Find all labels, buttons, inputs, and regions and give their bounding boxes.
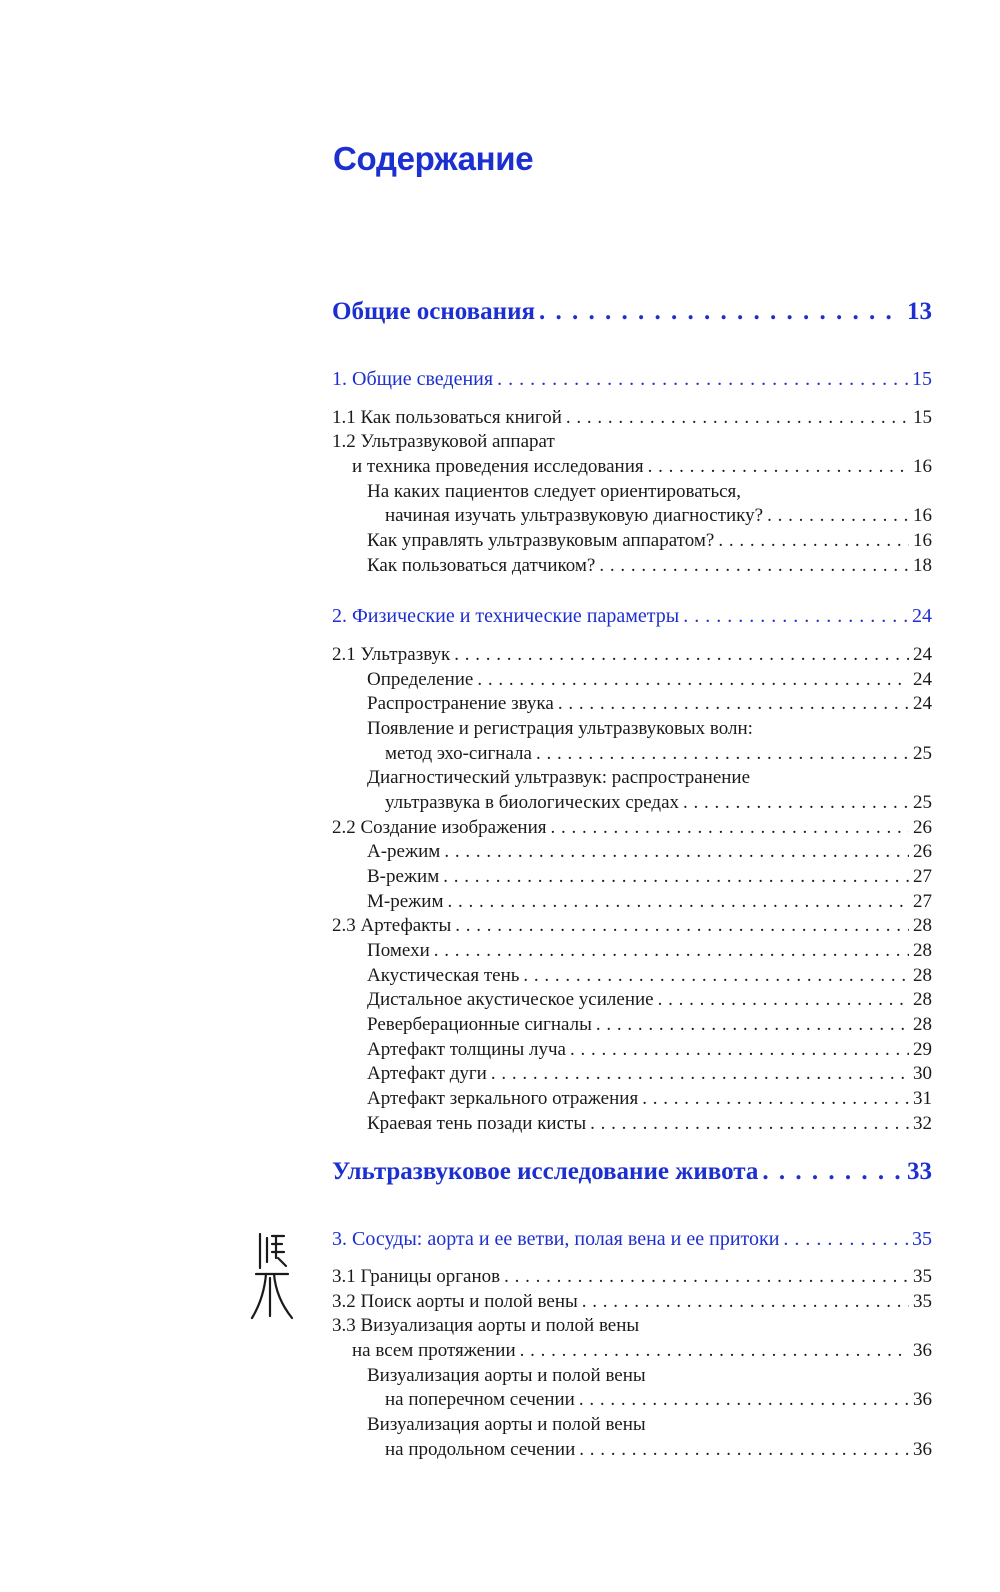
toc-subsection-title: Краевая тень позади кисты [367,1113,587,1134]
toc-page-number: 36 [913,1439,932,1460]
toc-page-number: 28 [913,989,932,1010]
toc-subsection[interactable] [332,530,932,552]
toc-section-title-line2: и техника проведения исследования [352,456,644,477]
toc-page-number: 18 [913,555,932,576]
dot-leader [536,743,909,765]
toc-subsection-title-line2: на продольном сечении [385,1439,576,1460]
toc-part[interactable] [332,298,932,326]
dot-leader [558,693,909,715]
toc-subsection-title: Определение [367,669,474,690]
toc-subsection-title: Артефакт зеркального отражения [367,1088,639,1109]
toc-subsection-title-line2: на поперечном сечении [385,1389,575,1410]
toc-section-title: 3.2 Поиск аорты и полой вены [332,1291,578,1312]
toc-page-number: 24 [913,644,932,665]
toc-chapter-title: 2. Физические и технические параметры [332,605,680,627]
toc-page-number: 13 [907,298,932,325]
toc-page-number: 15 [912,368,932,390]
toc-page-number: 26 [913,841,932,862]
toc-subsection-title-line2: метод эхо-сигнала [385,743,532,764]
page-title: Содержание [333,140,534,177]
dot-leader [477,669,909,691]
toc-subsection[interactable] [332,1014,932,1036]
dot-leader [718,530,909,552]
toc-subsection-title: В-режим [367,866,440,887]
toc-subsection[interactable] [332,965,932,987]
toc-part-title: Ультразвуковое исследование живота [332,1158,759,1185]
toc-page-number: 33 [907,1158,932,1185]
toc-page-number: 35 [913,1266,932,1287]
dot-leader [551,817,909,839]
toc-page-number: 15 [913,407,932,428]
toc-section[interactable] [332,1291,932,1313]
dot-leader [491,1063,909,1085]
toc-page-number: 35 [912,1228,932,1250]
dot-leader [648,456,909,478]
dot-leader [566,407,909,429]
toc-subsection-title: Акустическая тень [367,965,520,986]
toc-subsection-title: Дистальное акустическое усиление [367,989,654,1010]
toc-subsection[interactable] [332,792,932,814]
dot-leader [579,1389,909,1411]
toc-subsection[interactable] [332,1113,932,1135]
toc-chapter[interactable] [332,368,932,391]
toc-page-number: 28 [913,940,932,961]
toc-section-title: 1.1 Как пользоваться книгой [332,407,562,428]
toc-page-number: 28 [913,915,932,936]
toc-page-number: 16 [913,456,932,477]
dot-leader [434,940,909,962]
toc-section-title: 2.2 Создание изображения [332,817,547,838]
toc-page-number: 28 [913,965,932,986]
toc-subsection-title: Как управлять ультразвуковым аппаратом? [367,530,715,551]
toc-subsection[interactable] [332,555,932,577]
toc-page-number: 28 [913,1014,932,1035]
toc-page-number: 30 [913,1063,932,1084]
dot-leader [443,866,909,888]
toc-section-title: 2.1 Ультразвук [332,644,451,665]
dot-leader [497,368,908,391]
toc-page-number: 25 [913,743,932,764]
toc-subsection-title-line1: Появление и регистрация ультразвуковых волн: [367,718,753,739]
dot-leader [504,1266,909,1288]
toc-subsection[interactable] [332,693,932,715]
toc-subsection-title: А-режим [367,841,441,862]
toc-section-title-line1: 1.2 Ультразвуковой аппарат [332,431,555,452]
toc-page-number: 16 [913,505,932,526]
toc-page-number: 32 [913,1113,932,1134]
toc-part-title: Общие основания [332,298,536,325]
toc-subsection[interactable] [332,1439,932,1461]
toc-section-title: 2.3 Артефакты [332,915,452,936]
dot-leader [444,841,909,863]
toc-page-number: 31 [913,1088,932,1109]
toc-subsection[interactable] [332,743,932,765]
dot-leader [579,1439,909,1461]
dot-leader [454,644,909,666]
dot-leader [767,505,909,527]
dot-leader [683,605,908,628]
toc-section[interactable] [332,817,932,839]
toc-page-number: 27 [913,891,932,912]
toc-subsection-title-line2: начиная изучать ультразвуковую диагностику? [385,505,764,526]
dot-leader [590,1113,909,1135]
toc-page-number: 16 [913,530,932,551]
toc-page-number: 24 [913,693,932,714]
toc-subsection[interactable] [332,989,932,1011]
toc-subsection[interactable] [332,940,932,962]
dot-leader [642,1088,909,1110]
toc-subsection-title-line1: Диагностический ультразвук: распространение [367,767,751,788]
toc-section-title-line1: 3.3 Визуализация аорты и полой вены [332,1315,640,1336]
dot-leader [683,792,909,814]
dot-leader [658,989,909,1011]
toc-page-number: 27 [913,866,932,887]
toc-chapter-title: 3. Сосуды: аорта и ее ветви, полая вена и ее притоки [332,1228,780,1250]
publisher-logo-icon [248,1228,298,1323]
toc-section[interactable] [332,1340,932,1362]
dot-leader [520,1340,909,1362]
toc-page-number: 36 [913,1340,932,1361]
toc-subsection-title: Распространение звука [367,693,554,714]
toc-page-number: 24 [913,669,932,690]
toc-section[interactable] [332,456,932,478]
toc-subsection-title: М-режим [367,891,444,912]
toc-page-number: 36 [913,1389,932,1410]
dot-leader [539,298,903,326]
toc-subsection-title: Помехи [367,940,430,961]
toc-section-title-line2: на всем протяжении [352,1340,516,1361]
toc-subsection[interactable] [332,1039,932,1061]
dot-leader [783,1228,908,1251]
toc-page-number: 26 [913,817,932,838]
toc-subsection[interactable] [332,505,932,527]
dot-leader [447,891,909,913]
toc-page-number: 35 [913,1291,932,1312]
toc-subsection[interactable] [332,1389,932,1411]
toc-subsection-title: Как пользоваться датчиком? [367,555,596,576]
dot-leader [599,555,909,577]
dot-leader [523,965,909,987]
dot-leader [596,1014,909,1036]
toc-subsection-title-line1: Визуализация аорты и полой вены [367,1414,646,1435]
dot-leader [762,1158,903,1186]
toc-part[interactable] [332,1158,932,1186]
toc-page-number: 24 [912,605,932,627]
toc-section[interactable] [332,915,932,937]
toc-subsection-title-line2: ультразвука в биологических средах [385,792,680,813]
toc-subsection[interactable] [332,669,932,691]
dot-leader [455,915,909,937]
dot-leader [570,1039,909,1061]
dot-leader [582,1291,909,1313]
toc-chapter-title: 1. Общие сведения [332,368,494,390]
toc-subsection[interactable] [332,866,932,888]
toc-subsection[interactable] [332,1063,932,1085]
toc-subsection[interactable] [332,1088,932,1110]
toc-chapter[interactable] [332,1228,932,1251]
toc-page-number: 29 [913,1039,932,1060]
toc-section[interactable] [332,1266,932,1288]
toc-subsection-title: Артефакт толщины луча [367,1039,566,1060]
toc-subsection-title-line1: Визуализация аорты и полой вены [367,1365,646,1386]
toc-subsection-title-line1: На каких пациентов следует ориентироваться, [367,481,742,502]
toc-subsection[interactable] [332,841,932,863]
toc-subsection-title: Реверберационные сигналы [367,1014,592,1035]
toc-page-number: 25 [913,792,932,813]
toc-subsection-title: Артефакт дуги [367,1063,487,1084]
toc-section[interactable] [332,407,932,429]
toc-chapter[interactable] [332,605,932,628]
toc-section[interactable] [332,644,932,666]
toc-section-title: 3.1 Границы органов [332,1266,501,1287]
toc-subsection[interactable] [332,891,932,913]
